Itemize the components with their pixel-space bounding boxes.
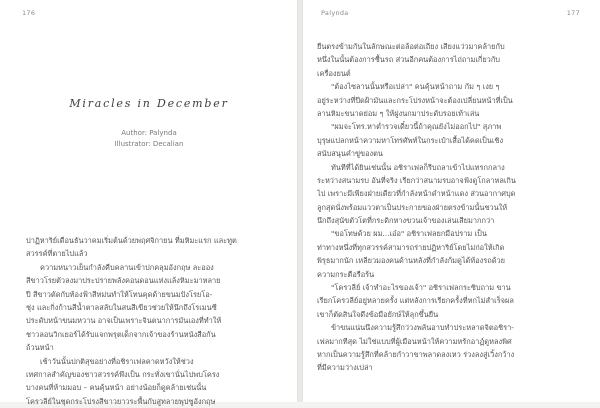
left-page <box>0 0 298 406</box>
text-line: ยืนตรงข้ามกันในลักษณะต่อล้อต่อเถียง เสียงแว่วมาคล้ายกับ <box>317 42 505 51</box>
author-line: Author: Palynda <box>121 129 177 137</box>
text-line: ลูกสุดนั่งพร้อมแววตาเป็นประกายของฝ่ายตรงข้ามนั้นชวนให้ <box>317 202 508 212</box>
text-line: ที่มีความว่างเปล่า <box>317 363 373 373</box>
credits <box>0 128 298 150</box>
chapter-title: Miracles in December <box>69 97 229 110</box>
text-line: ไป เพราะมีเพียงฝ่ายเดียวที่กำลังหน้าดำหน้าแดง ส่วนอากาศบุด <box>317 189 516 199</box>
illustrator-line: Illustrator: Decalian <box>114 140 184 148</box>
text-line: เทศกาลสำคัญของชาวสวรรค์พึงเป็น กระทั่งเขานั่นไปพบโครง <box>26 369 220 379</box>
text-line: หากเป็นความรู้สึกที่คล้ายกำวาขาพลาดลงเหว ร่วงลงสู่เวิ้งกว้าง <box>317 349 515 359</box>
text-line: ชุ่ง และกิ่งก้านสีน้ำตาลสลับในสนสีเขียวช่วยให้นึกถึงโรเมนซี <box>26 302 217 312</box>
text-line: "ต้องไซลานนั้นหรือเปล่า" คนคุ้นหน้าถาม กัม ๆ เงย ๆ <box>331 82 500 92</box>
body-text <box>317 40 579 375</box>
text-line: "โครวลีย์ เจ้าทำอะไรของเจ้า" อชิราเฟลกระซิบถาม ขาน <box>331 283 511 293</box>
text-line: หนึ่งในนั้นต้องการชื้นรถ ส่วนอีกคนต้องการไถ่ถามเกี่ยวกับ <box>317 55 501 65</box>
page-number: 177 <box>566 9 580 17</box>
text-line: โครวลีย์ในชุดกระโปรงสีขาวยาวระพื้นกับสูทลายพุปซูอังกฤษ <box>26 396 216 406</box>
text-line: "ขอโทษด้วย ผม...เอ๋อ" อชิราเฟลยกมือปราม เป็น <box>331 229 487 239</box>
text-line: ลานหิมะขนาดย่อม ๆ ให้ฝูงนกมาประดับรอยเท้าเล่น <box>317 108 480 118</box>
page-number: 176 <box>22 9 36 17</box>
text-line: บุรุษแปลกหน้าความหาโทรศัพท์ในกระเป๋าเสื้อได้คดเป็นเชิง <box>317 135 504 145</box>
text-line: ปาฏิหาริย์เดือนธันวาคมเริ่มต้นด้วยพฤศจิกายน ที่มหิมะแรก และทูต <box>26 236 237 245</box>
text-line: ความกระตือรือร้น <box>317 269 375 279</box>
text-line: บางคนที่ห้ามมอบ – คนคุ้นหน้า อย่างน้อยก็ดูคล้ายเช่นนั้น <box>26 383 207 393</box>
text-line: สนับสนุนคำขู่ของตน <box>317 149 383 159</box>
body-text <box>26 234 281 408</box>
text-line: ระหว่างสนามรบ อันที่จริง เรียกว่าสนามรบอาจฟังดูโกลาหลเกิน <box>317 175 516 185</box>
text-line: อยู่ระหว่างที่ปีดฝ้ามันและกระโปรงหน้าจะต้องเปลี่ยนหน้าที่เป็น <box>317 95 513 105</box>
text-line: เครื่องยนต์ <box>317 68 351 78</box>
text-line: พิรุธมากนัก เหลียวมองคนด้านหลังที่กำลังก้มดูได้ท้องรถด้วย <box>317 256 505 266</box>
text-line: ข้าขนแน่นนึงความรู้สึกว่วงพลันอาบทำประหลาดจิตอชิรา- <box>331 323 514 333</box>
text-line: "ผมจะโทร.หาต่ำรวจเดี๋ยวนี้ถ้าคุณยังไม่ออกไป" สุภาพ <box>331 122 502 132</box>
text-line: เฟลมากทีสุด ไม่ใช่แบบที่ผู้เมือนหน้าให้ความหรักอาฏ์ดูหลงพิศ <box>317 336 512 346</box>
text-line: นึกถึงสุนัขตัวโตที่กระดิกหางขวนเจ้าของเล่นเสียมากกว่า <box>317 216 495 226</box>
text-line: ถ้วนหน้า <box>26 343 54 353</box>
text-line: ชาวลอนวิกเยอร์ได้รับแจกพรุตเด็กจากเจ้าของร้านหนังสือกัน <box>26 329 216 339</box>
text-line: สีขาวโรยตัวลงมาประปรายพลังคอนดอนแห่งแล้งหิมะมาหลาย <box>26 276 221 286</box>
running-head: Palynda <box>321 9 349 17</box>
text-line: ประดับหน้าขนมหวาน อาจเป็นเพราะจินตนาการมันเองที่ทำให้ <box>26 316 222 326</box>
text-line: เขาก็ตัดสินใจดึงข้อมือยักษ์ให้ลุกขึ้นยืน <box>317 309 439 319</box>
text-line: ปี สีขาวตัดกับท้องฟ้าสีหม่นทำให้โทนคุดด้ายขนมปังโรยโอ- <box>26 289 213 299</box>
text-line: เรียกโครวลีย์อยู่หลายครั้ง แต่หลังการเรียกครั้งที่หกไม่สำเร็จผล <box>317 296 514 306</box>
text-line: เช้าวันนั้นปกติสุขอย่างที่อชิราเฟลคาดหวังให้ช่วง <box>40 356 194 366</box>
right-page <box>302 0 600 402</box>
text-line: ทันทีที่ได้ยินเช่นนั้น อชิราเฟลก็รีบถลาเข้าไปแทรกกลาง <box>331 162 505 172</box>
text-line: สวรรค์ที่ตายไปแล้ว <box>26 249 88 259</box>
text-line: ท่าทางหนึ่งที่ทุกสวรรค์สามารถร่ายปฏิหาริย์โดยไม่ก่อให้เกิด <box>317 242 505 252</box>
text-line: ความหนาวเย็นกำลังคืบคลานเข้าปกคลุมอังกฤษ ละออง <box>40 262 214 272</box>
